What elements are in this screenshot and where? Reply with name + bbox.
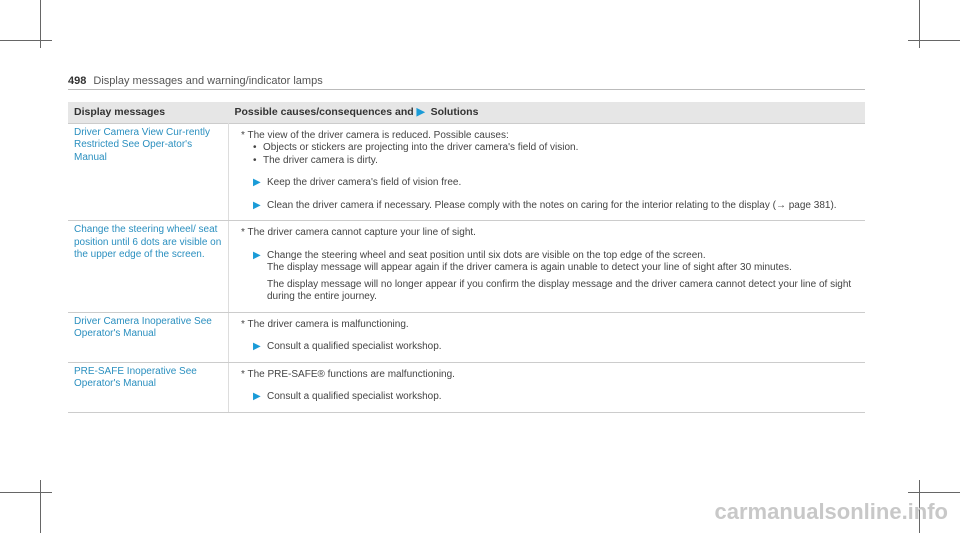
message-cell: Driver Camera Inoperative See Operator's Manual [68,312,229,362]
triangle-icon: ▶ [253,199,261,211]
table-row [68,362,865,412]
message-cell: Change the steering wheel/ seat position until 6 dots are visible on the upper edge of the screen. [68,221,229,313]
crop-mark [908,492,960,493]
bullet-icon: • [253,142,257,153]
page-number: 498 [68,75,87,87]
col-header-messages: Display messages [68,102,229,123]
crop-mark [0,40,52,41]
table-row [68,312,865,362]
table-row [68,123,865,221]
triangle-icon: ▶ [253,391,261,402]
crop-mark [908,40,960,41]
message-cell: PRE-SAFE Inoperative See Operator's Manual [68,362,229,412]
cause-cell: * The PRE-SAFE® functions are malfunctioning. ▶ Consult a qualified specialist workshop. [229,362,866,412]
page-title: Display messages and warning/indicator lamps [93,75,323,87]
crop-mark [40,480,41,533]
crop-mark [0,492,52,493]
triangle-icon: ▶ [253,177,261,188]
header-rule [68,89,865,90]
triangle-icon: ▶ [416,106,425,118]
cause-cell: * The view of the driver camera is reduced. Possible causes: • Objects or stickers are projecting into the driver camera's field of vision. • The driver camera is dirty. ▶ Keep the driver camera's field of vision free. ▶ Clean the driver camera if necessary. Please comply with the notes on caring for the interior relating to the display (→ page 381). [229,123,866,221]
table-row [68,221,865,313]
message-cell: Driver Camera View Cur-rently Restricted See Oper-ator's Manual [68,123,229,221]
page-header [68,75,323,87]
cause-cell: * The driver camera cannot capture your line of sight. ▶ Change the steering wheel and seat position until six dots are visible on the top edge of the screen. The display message will appear again if the driver camera is again unable to detect your line of sight after 30 minutes. The display message will no longer appear if you confirm the display message and the driver camera cannot detect your line of sight during the entire journey. [229,221,866,313]
triangle-icon: ▶ [253,341,261,352]
cause-cell: * The driver camera is malfunctioning. ▶ Consult a qualified specialist workshop. [229,312,866,362]
bullet-icon: • [253,154,257,166]
triangle-icon: ▶ [253,249,261,261]
messages-table [68,102,865,413]
col-header-causes: Possible causes/consequences and ▶ Solutions [229,102,866,123]
watermark: carmanualsonline.info [714,499,948,524]
